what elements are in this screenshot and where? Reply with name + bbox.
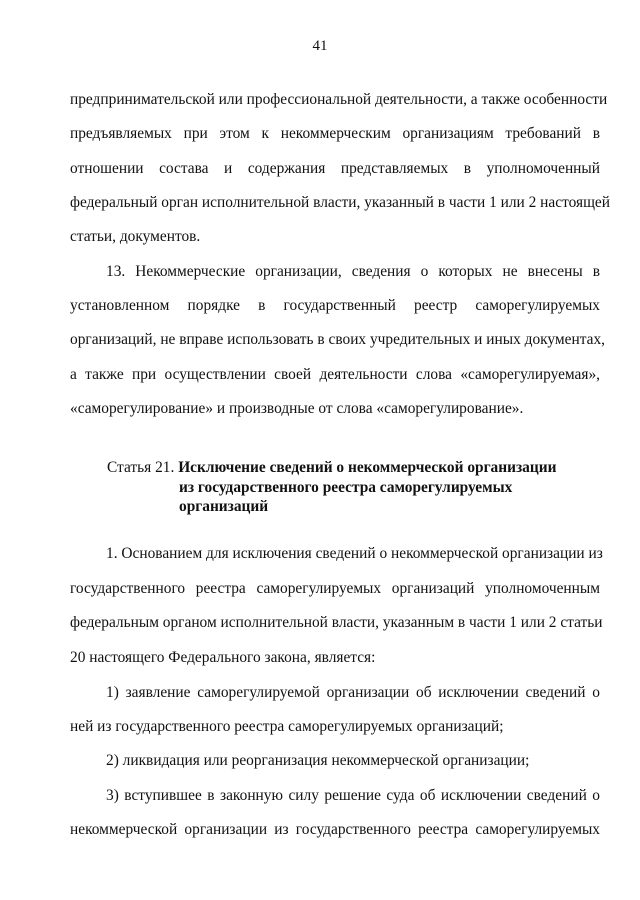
article-label: Статья 21. xyxy=(107,459,175,476)
list-item-line: некоммерческой организации из государственного реестра саморегулируемых xyxy=(70,821,600,838)
list-item-line: ней из государственного реестра саморегулируемых организаций; xyxy=(70,718,504,735)
list-item-line: 2) ликвидация или реорганизация некоммерческой организации; xyxy=(106,752,530,769)
item-13-line: а также при осуществлении своей деятельности слова «саморегулируемая», xyxy=(70,366,600,383)
paragraph-line: предъявляемых при этом к некоммерческим организациям требований в xyxy=(70,125,600,142)
part-1-line: 1. Основанием для исключения сведений о некоммерческой организации из xyxy=(106,545,603,562)
list-item-line: 3) вступившее в законную силу решение суда об исключении сведений о xyxy=(106,787,600,804)
paragraph-line: федеральный орган исполнительной власти, указанный в части 1 или 2 настоящей xyxy=(70,194,611,211)
item-13-line: «саморегулирование» и производные от слова «саморегулирование». xyxy=(70,400,524,417)
page-number: 41 xyxy=(312,38,328,54)
item-13-line: установленном порядке в государственный реестр саморегулируемых xyxy=(70,297,600,314)
paragraph-line: отношении состава и содержания представляемых в уполномоченный xyxy=(70,160,600,177)
item-13-line: организаций, не вправе использовать в своих учредительных и иных документах, xyxy=(70,331,605,348)
part-1-line: 20 настоящего Федерального закона, является: xyxy=(70,649,376,666)
article-title-line: организаций xyxy=(179,498,269,515)
paragraph-line: статьи, документов. xyxy=(70,228,201,245)
part-1-line: государственного реестра саморегулируемых организаций уполномоченным xyxy=(70,580,600,597)
item-13-line: 13. Некоммерческие организации, сведения о которых не внесены в xyxy=(106,263,600,280)
article-title-line: из государственного реестра саморегулируемых xyxy=(179,479,513,496)
paragraph-line: предпринимательской или профессиональной деятельности, а также особенности xyxy=(70,91,608,108)
article-title-line: Исключение сведений о некоммерческой организации xyxy=(178,459,557,476)
list-item-line: 1) заявление саморегулируемой организации об исключении сведений о xyxy=(106,684,600,701)
part-1-line: федеральным органом исполнительной власти, указанным в части 1 или 2 статьи xyxy=(70,614,603,631)
